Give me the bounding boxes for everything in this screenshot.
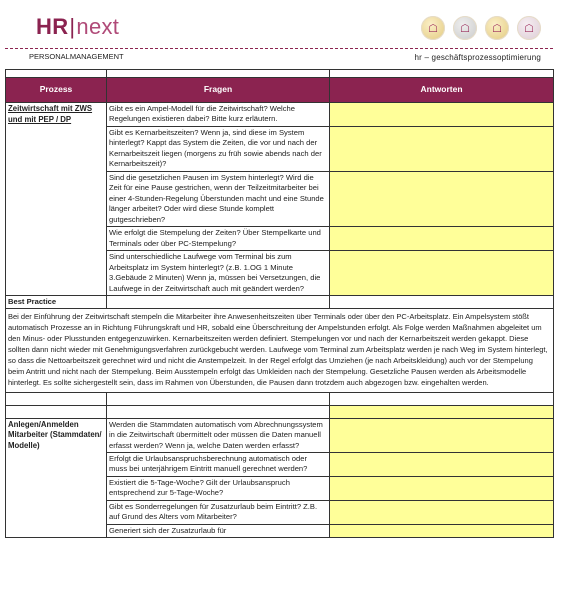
question-cell: Werden die Stammdaten automatisch vom Abrechnungssystem in die Zeitwirtschaft übermittelt oder müssen die Daten manuell erfasst werden? Wenn ja, welche Daten werden erfasst? xyxy=(107,418,330,452)
column-header-prozess: Prozess xyxy=(6,78,107,103)
column-header-antworten: Antworten xyxy=(330,78,554,103)
answer-cell[interactable] xyxy=(330,103,554,127)
answer-cell[interactable] xyxy=(330,500,554,524)
spacer-row xyxy=(6,392,554,405)
table-row xyxy=(6,418,554,452)
question-cell: Gibt es ein Ampel-Modell für die Zeitwirtschaft? Welche Regelungen existieren dabei? Bitte kurz erläutern. xyxy=(107,103,330,127)
process-cell: Anlegen/Anmelden Mitarbeiter (Stammdaten/ Modelle) xyxy=(6,418,107,538)
logo-next: next xyxy=(76,14,120,39)
org-chart-icon[interactable]: ☖ xyxy=(517,16,541,40)
org-chart-icon[interactable]: ☖ xyxy=(485,16,509,40)
brand-logo: HR|next xyxy=(36,14,120,39)
answer-cell[interactable] xyxy=(330,126,554,171)
question-cell: Gibt es Sonderregelungen für Zusatzurlaub beim Eintritt? Z.B. auf Grund des Alters vom Mitarbeiter? xyxy=(107,500,330,524)
answer-cell[interactable] xyxy=(330,524,554,537)
org-chart-icon[interactable]: ☖ xyxy=(453,16,477,40)
best-practice-title: Best Practice xyxy=(6,295,107,308)
answer-cell[interactable] xyxy=(330,251,554,296)
spacer-row xyxy=(6,405,554,418)
question-cell: Generiert sich der Zusatzurlaub für xyxy=(107,524,330,537)
table-header-row xyxy=(6,78,554,103)
header-left: PERSONALMANAGEMENT xyxy=(29,52,124,61)
answer-cell[interactable] xyxy=(330,227,554,251)
header-icons xyxy=(421,16,541,40)
best-practice-row xyxy=(6,309,554,392)
answer-cell[interactable] xyxy=(330,452,554,476)
question-cell: Gibt es Kernarbeitszeiten? Wenn ja, sind diese im System hinterlegt? Kappt das System die Zeiten, die vor und nach der Kernarbeitszeit liegen (morgens zu früh sowie abends nach der Kernarbeitszeit)? xyxy=(107,126,330,171)
questionnaire-sheet xyxy=(5,48,553,538)
answer-cell[interactable] xyxy=(330,418,554,452)
best-practice-text: Bei der Einführung der Zeitwirtschaft stempeln die Mitarbeiter ihre Anwesenheitszeiten über Terminals oder über den PC-Arbeitsplatz. Ein Ampelsystem stößt automatisch Prozesse an in Richtung Führungskraft und HR, sobald eine Überschreitung der Ampelstunden erfolgt. Als Folge werden Maßnahmen abgeleitet um den Minus- oder Plusstunden entgegenzuwirken. Kernarbeitszeiten werden definiert. Stempelungen vor und nach der Kernarbeitszeit werden gekappt. Diese sollten dann nicht wieder mit Genehmigungsverfahren zurückgebucht werden. Laufwege vom Terminal zum Arbeitsplatz werden je nach Weg im System hinterlegt, so dass die Nettoarbeitszeit gerechnet wird und nicht die Anstempelzeit. In der Regel erfolgt das Umziehen (je nach Arbeitskleidung) auch vor der Stempelung beim Antritt und nicht nach der Stempelung. Beim Ausstempeln erfolgt das Umkleiden nach der Stempelung. Gesetzliche Pausen werden als Arbeitsmodelle hinterlegt. Es sollte sichergestellt sein, dass im Rahmen von Überstunden, die Pausen dann trotzdem auch abgezogen bzw. eingehalten werden. xyxy=(6,309,554,392)
org-chart-icon[interactable]: ☖ xyxy=(421,16,445,40)
sheet-subheader xyxy=(5,49,553,69)
process-cell: Zeitwirtschaft mit ZWS und mit PEP / DP xyxy=(6,103,107,296)
question-cell: Wie erfolgt die Stempelung der Zeiten? Über Stempelkarte und Terminals oder über PC-Stempelung? xyxy=(107,227,330,251)
question-cell: Sind unterschiedliche Laufwege vom Terminal bis zum Arbeitsplatz im System hinterlegt? (z.B. 1.OG 1 Minute 3.Gebäude 2 Minuten) Wenn ja, müssen bei Versetzungen, die Laufwege in der Zeitwirtschaft auch mit geändert werden? xyxy=(107,251,330,296)
header-right: hr – geschäftsprozessoptimierung xyxy=(414,53,541,62)
question-cell: Existiert die 5-Tage-Woche? Gilt der Urlaubsanspruch entsprechend zur 5-Tage-Woche? xyxy=(107,476,330,500)
answer-cell[interactable] xyxy=(330,171,554,226)
column-header-fragen: Fragen xyxy=(107,78,330,103)
table-row xyxy=(6,103,554,127)
answer-cell[interactable] xyxy=(330,476,554,500)
best-practice-header-row xyxy=(6,295,554,308)
logo-hr: HR xyxy=(36,14,69,39)
blank-row xyxy=(6,70,554,78)
questionnaire-table xyxy=(5,69,554,538)
question-cell: Sind die gesetzlichen Pausen im System hinterlegt? Wird die Zeit für eine Pause gestrichen, wenn der Teilzeitmitarbeiter bei einer 4-Stunden-Regelung Überstunden macht und eine Stunde länger arbeitet? Oder wird diese Stunde komplett gutgeschrieben? xyxy=(107,171,330,226)
question-cell: Erfolgt die Urlaubsanspruchsberechnung automatisch oder muss bei unterjährigem Eintritt manuell gerechnet werden? xyxy=(107,452,330,476)
